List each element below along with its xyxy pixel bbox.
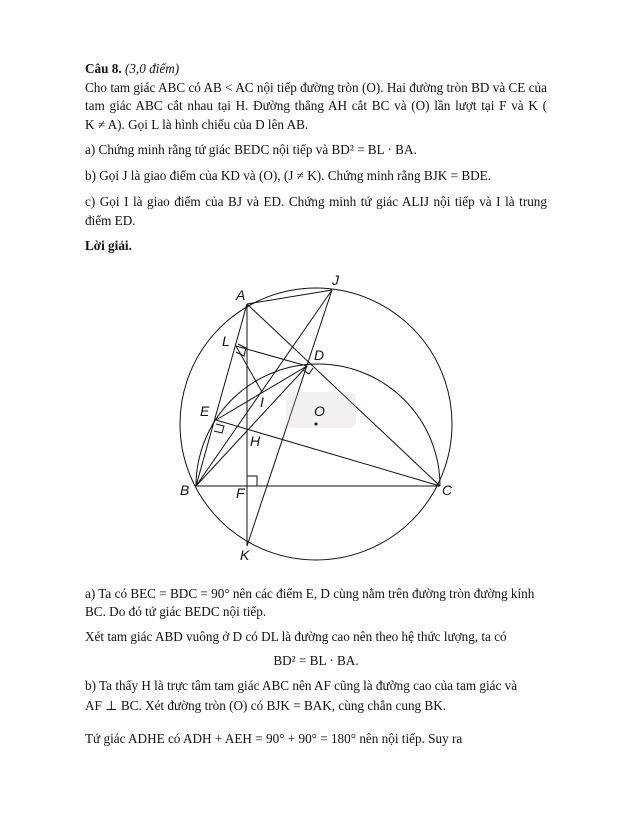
problem-number: Câu 8. (85, 61, 122, 76)
label-o: O (314, 403, 325, 419)
problem-line-3: K ≠ A). Gọi L là hình chiếu của D lên AB. (85, 117, 309, 132)
center-dot-o (315, 423, 318, 426)
label-e: E (200, 403, 210, 419)
segment-aj (247, 290, 332, 304)
label-a: A (236, 287, 246, 303)
label-k: K (240, 547, 250, 563)
part-a: a) Chứng minh rằng tứ giác BEDC nội tiếp và BD² = BL · BA. (85, 142, 417, 157)
solution-line-1: a) Ta có BEC = BDC = 90° nên các điểm E, D cùng nằm trên đường tròn đường kính (85, 586, 535, 601)
right-angle-f (247, 476, 257, 486)
right-angle-l (236, 344, 246, 356)
label-f: F (236, 485, 245, 501)
label-i: I (260, 394, 264, 410)
label-d: D (314, 347, 325, 363)
solution-line-3: Xét tam giác ABD vuông ở D có DL là đường cao nên theo hệ thức lượng, ta có (85, 629, 507, 644)
part-c-line-1: c) Gọi I là giao điểm của BJ và ED. Chứng minh tứ giác ALIJ nội tiếp và I là trung (85, 194, 547, 209)
solution-line-5: b) Ta thấy H là trực tâm tam giác ABC nên AF cũng là đường cao của tam giác và (85, 678, 518, 693)
solution-line-2: BC. Do đó tứ giác BEDC nội tiếp. (85, 604, 267, 619)
solution-line-7: Tứ giác ADHE có ADH + AEH = 90° + 90° = 180° nên nội tiếp. Suy ra (85, 731, 463, 746)
part-c-line-2: điểm ED. (85, 213, 136, 228)
label-l: L (222, 333, 230, 349)
part-b: b) Gọi J là giao điểm của KD và (O), (J ≠ K). Chứng minh rằng BJK = BDE. (85, 168, 492, 183)
label-h: H (250, 433, 261, 449)
label-j: J (332, 272, 339, 288)
problem-line-1: Cho tam giác ABC có AB < AC nội tiếp đường tròn (O). Hai đường tròn BD và CE của (85, 80, 547, 95)
solution-line-6: AF ⊥ BC. Xét đường tròn (O) có BJK = BAK, cùng chắn cung BK. (85, 698, 447, 713)
label-c: C (442, 482, 453, 498)
problem-points: (3,0 điểm) (124, 61, 180, 76)
solution-heading: Lời giải. (85, 238, 132, 253)
right-angle-e (214, 424, 224, 433)
solution-line-4: BD² = BL · BA. (273, 653, 359, 668)
label-b: B (180, 482, 190, 498)
problem-line-2: tam giác ABC cắt nhau tại H. Đường thẳng AH cắt BC và (O) lần lượt tại F và K ( (85, 98, 547, 113)
